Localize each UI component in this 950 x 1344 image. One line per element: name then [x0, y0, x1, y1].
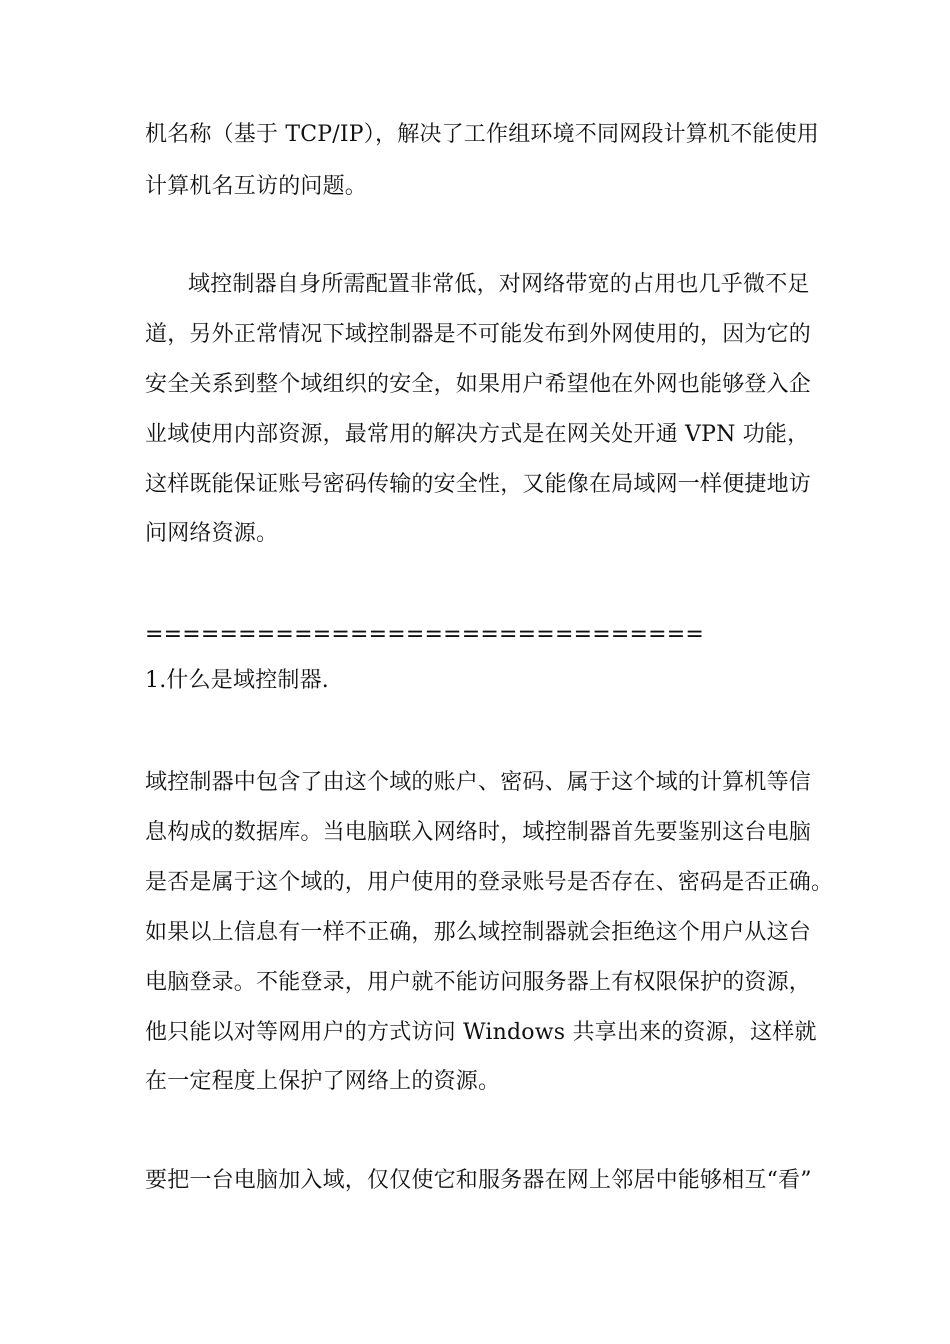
paragraph-line: 他只能以对等网用户的方式访问 Windows 共享出来的资源，这样就 — [145, 1020, 817, 1045]
section-heading: 1.什么是域控制器. — [145, 668, 329, 693]
separator-line: ============================== — [145, 622, 705, 647]
paragraph-line: 问网络资源。 — [145, 521, 279, 546]
paragraph-line: 如果以上信息有一样不正确，那么域控制器就会拒绝这个用户从这台 — [145, 920, 812, 945]
paragraph-line: 电脑登录。不能登录，用户就不能访问服务器上有权限保护的资源， — [145, 970, 812, 995]
paragraph-line: 息构成的数据库。当电脑联入网络时，域控制器首先要鉴别这台电脑 — [145, 820, 812, 845]
paragraph-line: 在一定程度上保护了网络上的资源。 — [145, 1069, 501, 1094]
paragraph-line: 机名称（基于 TCP/IP），解决了工作组环境不同网段计算机不能使用 — [145, 122, 820, 147]
paragraph-line: 计算机名互访的问题。 — [145, 174, 368, 199]
paragraph-line: 域控制器中包含了由这个域的账户、密码、属于这个域的计算机等信 — [145, 770, 812, 795]
paragraph-line: 是否是属于这个域的，用户使用的登录账号是否存在、密码是否正确。 — [145, 870, 834, 895]
paragraph-line: 要把一台电脑加入域，仅仅使它和服务器在网上邻居中能够相互“看” — [145, 1168, 812, 1193]
paragraph-line: 业域使用内部资源，最常用的解决方式是在网关处开通 VPN 功能， — [145, 422, 810, 447]
paragraph-line: 安全关系到整个域组织的安全，如果用户希望他在外网也能够登入企 — [145, 372, 812, 397]
paragraph-line: 这样既能保证账号密码传输的安全性，又能像在局域网一样便捷地访 — [145, 472, 812, 497]
paragraph-line: 域控制器自身所需配置非常低，对网络带宽的占用也几乎微不足 — [188, 272, 810, 297]
paragraph-line: 道，另外正常情况下域控制器是不可能发布到外网使用的，因为它的 — [145, 322, 812, 347]
